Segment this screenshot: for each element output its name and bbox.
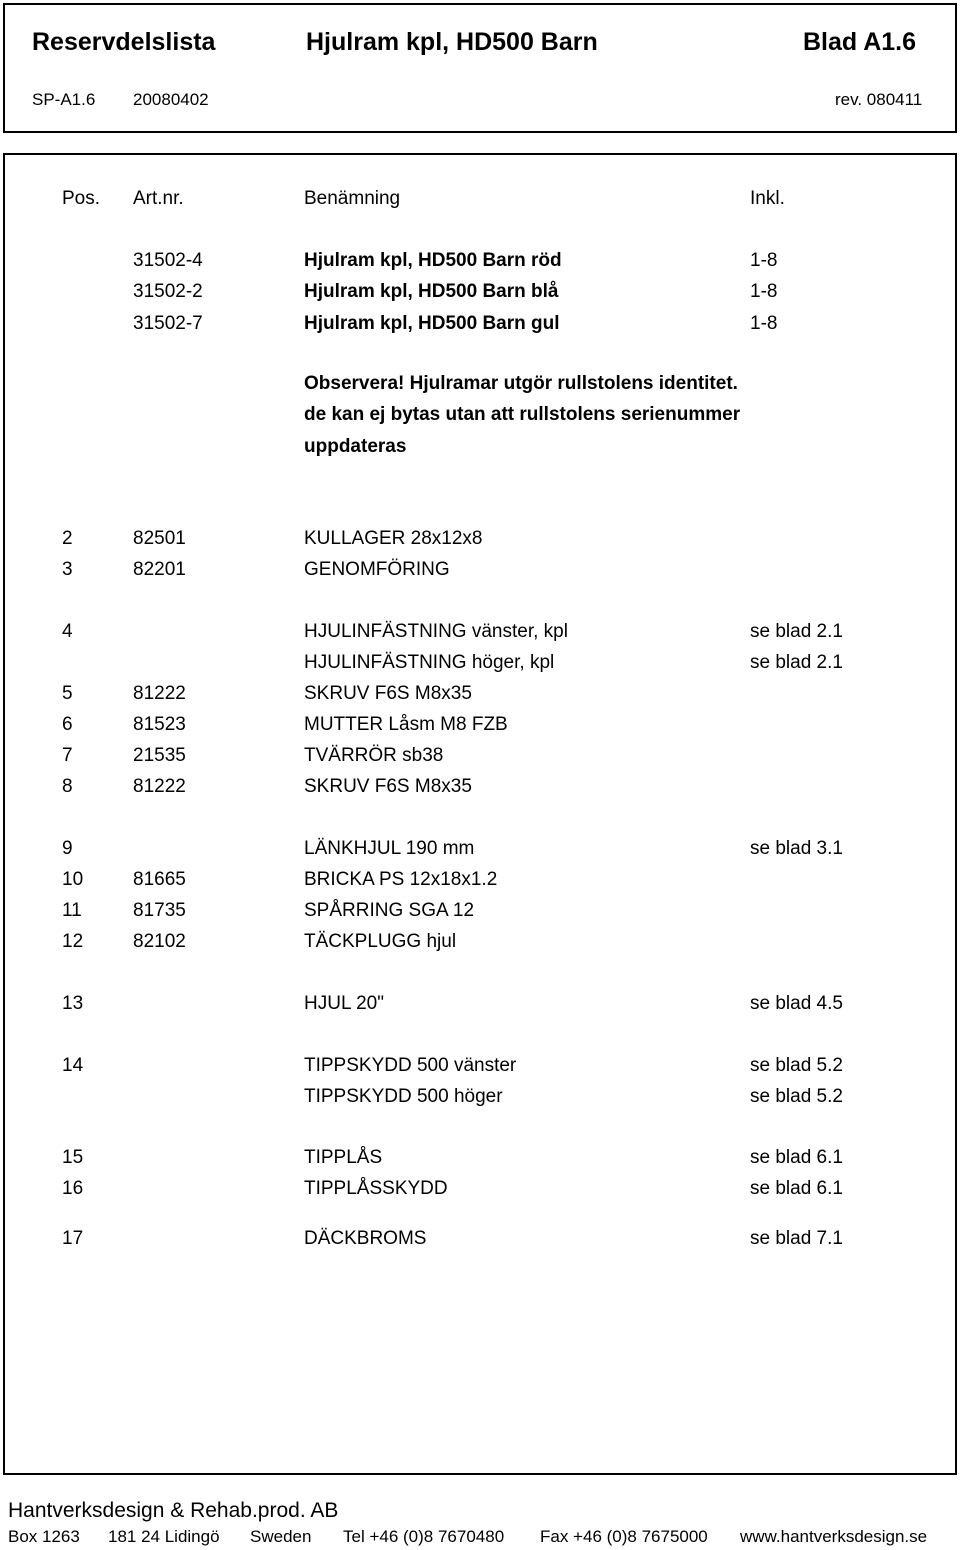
footer-web: www.hantverksdesign.se [740,1527,928,1546]
part-sheet-ref: se blad 6.1 [750,1147,843,1168]
assembly-name: Hjulram kpl, HD500 Barn gul [304,313,560,334]
note-line: uppdateras [304,436,407,457]
company-name: Hantverksdesign & Rehab.prod. AB [8,1499,339,1522]
assembly-name: Hjulram kpl, HD500 Barn röd [304,250,562,271]
doc-code: SP-A1.6 [32,90,96,109]
col-pos-header: Pos. [62,188,101,209]
part-pos: 13 [62,993,84,1014]
assembly-name: Hjulram kpl, HD500 Barn blå [304,281,559,302]
part-pos: 2 [62,528,73,549]
footer-tel: Tel +46 (0)8 7670480 [343,1527,505,1546]
part-sheet-ref: se blad 5.2 [750,1086,843,1107]
footer-box-address: Box 1263 [8,1527,80,1546]
part-pos: 14 [62,1055,84,1076]
header-box [3,3,957,133]
part-artnr: 81523 [133,714,186,735]
part-name: KULLAGER 28x12x8 [304,528,483,549]
revision: rev. 080411 [835,90,923,109]
part-sheet-ref: se blad 5.2 [750,1055,843,1076]
sheet-label: Blad A1.6 [803,28,917,56]
parts-box [3,153,957,1475]
note-line: Observera! Hjulramar utgör rullstolens identitet. [304,373,738,394]
footer-country: Sweden [250,1527,312,1546]
part-pos: 8 [62,776,73,797]
part-artnr: 82201 [133,559,186,580]
part-name: HJULINFÄSTNING vänster, kpl [304,621,568,642]
part-pos: 16 [62,1178,84,1199]
assembly-artnr: 31502-2 [133,281,203,302]
part-name: TVÄRRÖR sb38 [304,745,444,766]
part-artnr: 81735 [133,900,186,921]
note-line: de kan ej bytas utan att rullstolens serienummer [304,404,741,425]
part-artnr: 82102 [133,931,186,952]
part-pos: 17 [62,1228,84,1249]
col-incl-header: Inkl. [750,188,785,209]
part-pos: 5 [62,683,73,704]
part-name: BRICKA PS 12x18x1.2 [304,869,498,890]
part-sheet-ref: se blad 2.1 [750,621,843,642]
part-pos: 3 [62,559,73,580]
part-name: DÄCKBROMS [304,1228,427,1249]
footer-fax: Fax +46 (0)8 7675000 [540,1527,708,1546]
assembly-incl: 1-8 [750,281,778,302]
part-artnr: 81222 [133,776,186,797]
product-title: Hjulram kpl, HD500 Barn [306,28,598,56]
part-pos: 11 [62,900,82,921]
part-pos: 7 [62,745,73,766]
part-name: TIPPSKYDD 500 höger [304,1086,503,1107]
part-name: TIPPSKYDD 500 vänster [304,1055,517,1076]
part-sheet-ref: se blad 3.1 [750,838,843,859]
part-sheet-ref: se blad 2.1 [750,652,843,673]
part-sheet-ref: se blad 7.1 [750,1228,843,1249]
part-pos: 10 [62,869,84,890]
part-name: MUTTER Låsm M8 FZB [304,714,508,735]
part-sheet-ref: se blad 6.1 [750,1178,843,1199]
part-name: GENOMFÖRING [304,559,450,580]
doc-date: 20080402 [133,90,209,109]
assembly-incl: 1-8 [750,313,778,334]
col-artnr-header: Art.nr. [133,188,184,209]
part-pos: 12 [62,931,84,952]
part-pos: 15 [62,1147,84,1168]
part-name: TIPPLÅS [304,1147,383,1168]
part-name: HJULINFÄSTNING höger, kpl [304,652,555,673]
part-name: LÄNKHJUL 190 mm [304,838,475,859]
col-name-header: Benämning [304,188,401,209]
part-pos: 6 [62,714,73,735]
part-name: SKRUV F6S M8x35 [304,776,472,797]
part-sheet-ref: se blad 4.5 [750,993,843,1014]
doc-title: Reservdelslista [32,28,216,56]
assembly-incl: 1-8 [750,250,778,271]
assembly-artnr: 31502-7 [133,313,203,334]
part-artnr: 82501 [133,528,186,549]
assembly-artnr: 31502-4 [133,250,203,271]
part-name: TÄCKPLUGG hjul [304,931,457,952]
footer-postal: 181 24 Lidingö [108,1527,220,1546]
part-name: SPÅRRING SGA 12 [304,900,475,921]
part-pos: 9 [62,838,73,859]
part-artnr: 21535 [133,745,186,766]
part-name: TIPPLÅSSKYDD [304,1178,448,1199]
part-name: SKRUV F6S M8x35 [304,683,472,704]
part-name: HJUL 20" [304,993,384,1014]
part-artnr: 81665 [133,869,186,890]
part-pos: 4 [62,621,73,642]
part-artnr: 81222 [133,683,186,704]
